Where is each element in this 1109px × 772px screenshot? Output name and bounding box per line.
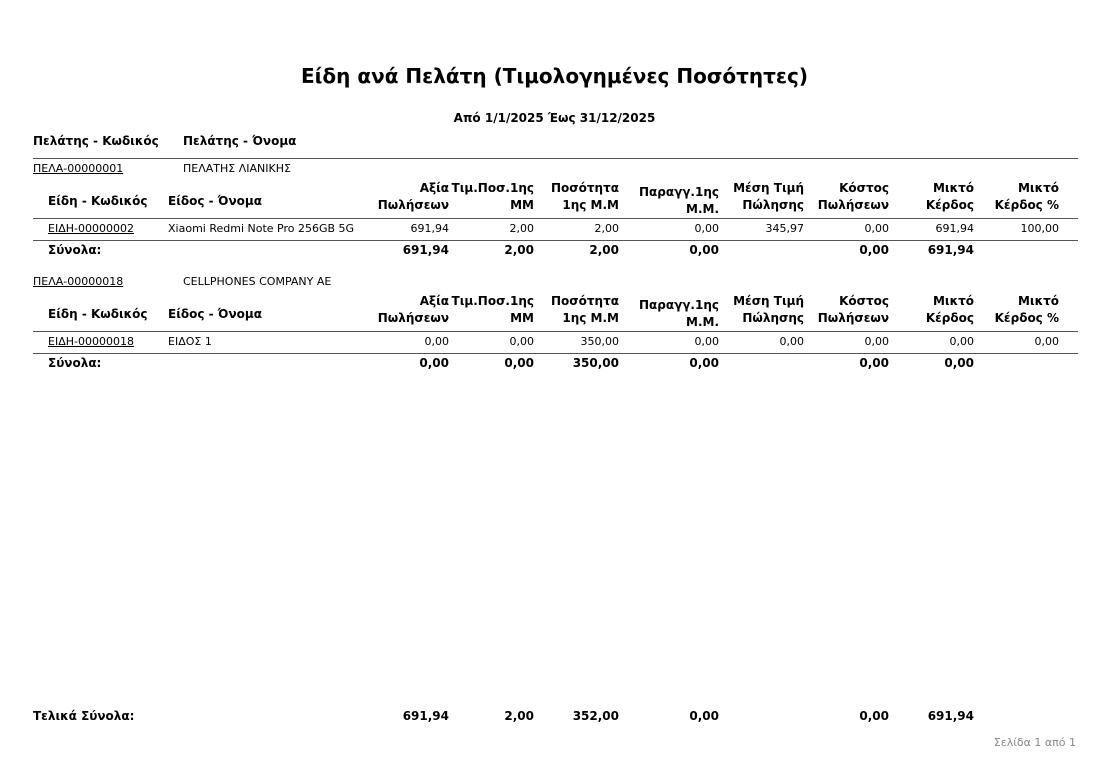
- cell-prod-qty: 0,00: [694, 222, 719, 235]
- item-code-link[interactable]: ΕΙΔΗ-00000018: [48, 335, 134, 348]
- total-inv-qty: 0,00: [504, 356, 534, 370]
- customer-code-link[interactable]: ΠΕΛΑ-00000018: [33, 275, 124, 288]
- col-qty: Ποσότητα 1ης Μ.Μ: [551, 294, 619, 325]
- grand-total-prod-qty: 0,00: [689, 709, 719, 723]
- column-header-divider: [33, 218, 1078, 219]
- col-item-name: Είδος - Όνομα: [168, 307, 262, 321]
- total-prod-qty: 0,00: [689, 243, 719, 257]
- col-prod-qty: Παραγγ.1ης Μ.Μ.: [638, 185, 719, 216]
- cell-qty: 350,00: [580, 335, 619, 348]
- col-sales-value: Αξία Πωλήσεων: [377, 294, 449, 325]
- col-gross-profit: Μικτό Κέρδος: [925, 181, 974, 212]
- col-item-code: Είδη - Κωδικός: [48, 307, 148, 321]
- col-gross-profit: Μικτό Κέρδος: [925, 294, 974, 325]
- cell-qty: 2,00: [594, 222, 619, 235]
- row-divider: [33, 240, 1078, 241]
- item-code-link[interactable]: ΕΙΔΗ-00000002: [48, 222, 134, 235]
- total-gross-profit: 0,00: [944, 356, 974, 370]
- header-divider: [33, 158, 1078, 159]
- cell-avg-price: 0,00: [779, 335, 804, 348]
- customer-code-link[interactable]: ΠΕΛΑ-00000001: [33, 162, 124, 175]
- totals-label: Σύνολα:: [48, 243, 102, 257]
- grand-total-cost: 0,00: [859, 709, 889, 723]
- col-gross-profit-pct: Μικτό Κέρδος %: [994, 181, 1059, 212]
- customer-name-label: Πελάτης - Όνομα: [183, 134, 297, 148]
- col-inv-qty: Τιμ.Ποσ.1ης ΜΜ: [451, 294, 534, 325]
- col-gross-profit-pct: Μικτό Κέρδος %: [994, 294, 1059, 325]
- totals-label: Σύνολα:: [48, 356, 102, 370]
- customer-code-label: Πελάτης - Κωδικός: [33, 134, 159, 148]
- total-cost: 0,00: [859, 243, 889, 257]
- row-divider: [33, 353, 1078, 354]
- col-avg-price: Μέση Τιμή Πώλησης: [733, 294, 804, 325]
- column-header-divider: [33, 331, 1078, 332]
- grand-total-inv-qty: 2,00: [504, 709, 534, 723]
- item-name: ΕΙΔΟΣ 1: [168, 335, 212, 348]
- col-cost: Κόστος Πωλήσεων: [817, 294, 889, 325]
- customer-name: CELLPHONES COMPANY AE: [183, 275, 332, 288]
- report-title: Είδη ανά Πελάτη (Τιμολογημένες Ποσότητες): [300, 64, 809, 88]
- total-inv-qty: 2,00: [504, 243, 534, 257]
- col-sales-value: Αξία Πωλήσεων: [377, 181, 449, 212]
- cell-sales-value: 0,00: [424, 335, 449, 348]
- cell-avg-price: 345,97: [765, 222, 804, 235]
- col-item-name: Είδος - Όνομα: [168, 194, 262, 208]
- item-name: Xiaomi Redmi Note Pro 256GB 5G: [168, 222, 355, 235]
- total-sales-value: 691,94: [402, 243, 449, 257]
- total-prod-qty: 0,00: [689, 356, 719, 370]
- cell-prod-qty: 0,00: [694, 335, 719, 348]
- cell-sales-value: 691,94: [410, 222, 449, 235]
- total-qty: 2,00: [589, 243, 619, 257]
- col-cost: Κόστος Πωλήσεων: [817, 181, 889, 212]
- total-qty: 350,00: [572, 356, 619, 370]
- cell-inv-qty: 0,00: [509, 335, 534, 348]
- page-number: Σελίδα 1 από 1: [993, 736, 1076, 749]
- grand-total-sales-value: 691,94: [402, 709, 449, 723]
- cell-gross-profit: 691,94: [935, 222, 974, 235]
- col-avg-price: Μέση Τιμή Πώλησης: [733, 181, 804, 212]
- total-cost: 0,00: [859, 356, 889, 370]
- cell-cost: 0,00: [864, 222, 889, 235]
- cell-gross-profit: 0,00: [949, 335, 974, 348]
- cell-cost: 0,00: [864, 335, 889, 348]
- report-period: Από 1/1/2025 Έως 31/12/2025: [453, 111, 656, 125]
- grand-total-qty: 352,00: [572, 709, 619, 723]
- col-item-code: Είδη - Κωδικός: [48, 194, 148, 208]
- grand-totals-label: Τελικά Σύνολα:: [33, 709, 135, 723]
- cell-gross-profit-pct: 0,00: [1034, 335, 1059, 348]
- col-inv-qty: Τιμ.Ποσ.1ης ΜΜ: [451, 181, 534, 212]
- customer-name: ΠΕΛΑΤΗΣ ΛΙΑΝΙΚΗΣ: [183, 162, 291, 175]
- col-prod-qty: Παραγγ.1ης Μ.Μ.: [638, 298, 719, 329]
- col-qty: Ποσότητα 1ης Μ.Μ: [551, 181, 619, 212]
- cell-gross-profit-pct: 100,00: [1020, 222, 1059, 235]
- total-sales-value: 0,00: [419, 356, 449, 370]
- grand-total-gross-profit: 691,94: [927, 709, 974, 723]
- cell-inv-qty: 2,00: [509, 222, 534, 235]
- total-gross-profit: 691,94: [927, 243, 974, 257]
